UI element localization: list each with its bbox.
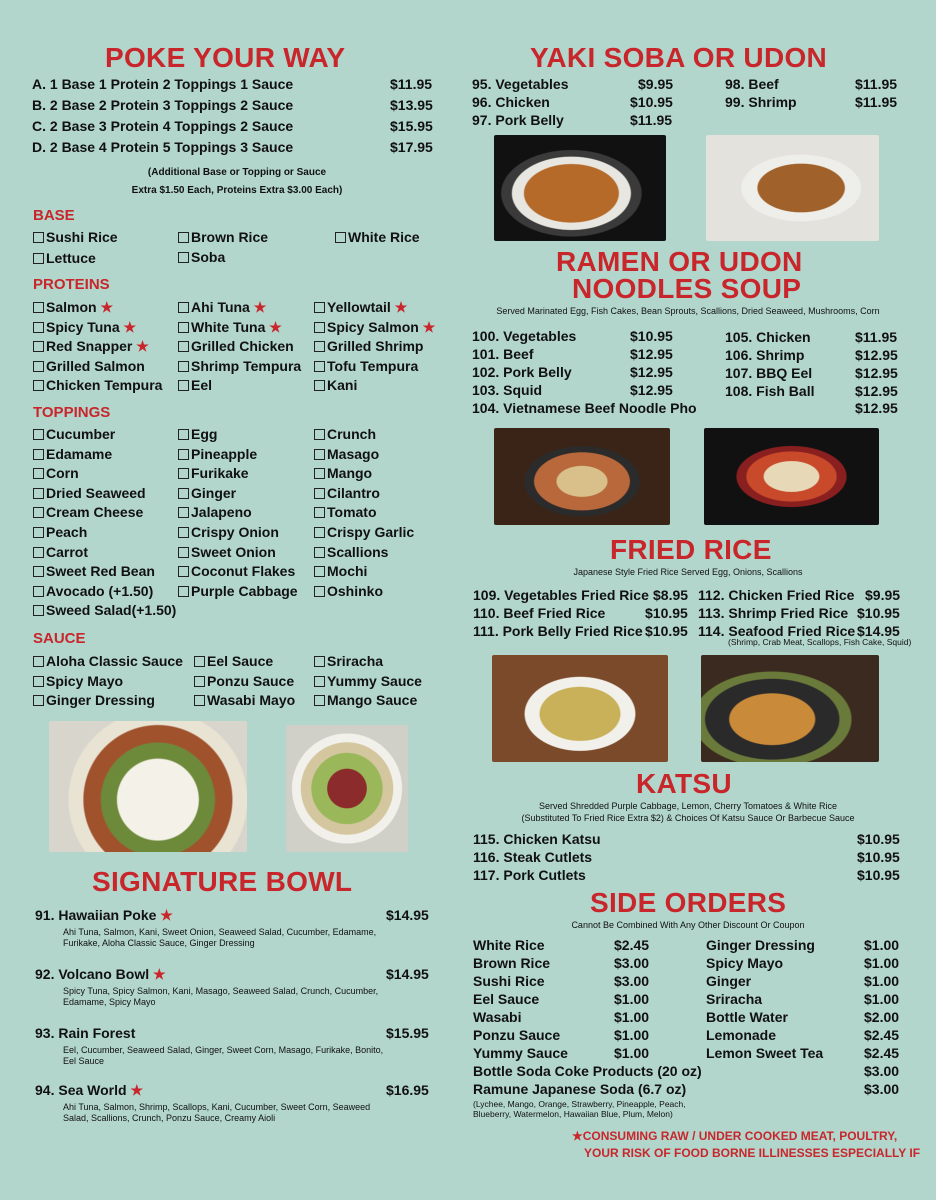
sides-title: SIDE ORDERS bbox=[590, 887, 787, 918]
checkbox-item[interactable]: Coconut Flakes bbox=[178, 563, 295, 579]
checkbox-icon bbox=[314, 468, 325, 479]
checkbox-item[interactable]: Crispy Garlic bbox=[314, 524, 414, 540]
star-icon: ★ bbox=[123, 318, 137, 335]
checkbox-item[interactable]: Scallions bbox=[314, 544, 388, 560]
checkbox-icon bbox=[33, 322, 44, 333]
signature-title: SIGNATURE BOWL bbox=[92, 866, 353, 897]
ramen-note: Served Marinated Egg, Fish Cakes, Bean Sprouts, Scallions, Dried Seaweed, Mushrooms, Corn bbox=[496, 306, 880, 316]
checkbox-icon bbox=[194, 656, 205, 667]
checkbox-item[interactable]: Sushi Rice bbox=[33, 229, 118, 245]
menu-item-price: $12.95 bbox=[630, 364, 673, 380]
checkbox-icon bbox=[33, 695, 44, 706]
checkbox-icon bbox=[33, 341, 44, 352]
checkbox-item[interactable]: Spicy Tuna ★ bbox=[33, 319, 136, 336]
menu-item-price: $2.45 bbox=[864, 1027, 900, 1043]
checkbox-item[interactable]: Red Snapper ★ bbox=[33, 338, 149, 355]
ramen-title-1: RAMEN OR UDON bbox=[556, 246, 803, 277]
poke-option-d bbox=[32, 139, 442, 160]
signature-item-desc: Ahi Tuna, Salmon, Kani, Sweet Onion, Seaweed Salad, Cucumber, Edamame, Furikake, Aloha Classic Sauce, Ginger Dressing bbox=[63, 927, 377, 948]
menu-item-price: $2.45 bbox=[614, 937, 650, 953]
checkbox-item[interactable]: Ahi Tuna ★ bbox=[178, 299, 266, 316]
menu-item-price: $10.95 bbox=[630, 328, 673, 344]
checkbox-item[interactable]: Cucumber bbox=[33, 426, 115, 442]
menu-item-name: Wasabi bbox=[473, 1009, 522, 1025]
checkbox-item[interactable]: Mango Sauce bbox=[314, 692, 417, 708]
checkbox-item[interactable]: Soba bbox=[178, 249, 225, 265]
menu-item-price: $12.95 bbox=[855, 383, 898, 399]
menu-item-price: $2.00 bbox=[864, 1009, 900, 1025]
signature-item-price: $14.95 bbox=[386, 907, 429, 923]
menu-item-name: 113. Shrimp Fried Rice bbox=[698, 605, 849, 621]
menu-item-name: White Rice bbox=[473, 937, 545, 953]
poke-title: POKE YOUR WAY bbox=[105, 42, 346, 73]
checkbox-item[interactable]: Mochi bbox=[314, 563, 367, 579]
checkbox-icon bbox=[178, 468, 189, 479]
menu-item-price: $12.95 bbox=[855, 400, 898, 416]
sides-note: Cannot Be Combined With Any Other Discount Or Coupon bbox=[571, 920, 805, 930]
checkbox-icon bbox=[33, 586, 44, 597]
raw-food-warning-1: ★CONSUMING RAW / UNDER COOKED MEAT, POULTRY, bbox=[572, 1129, 898, 1143]
checkbox-item[interactable]: Tofu Tempura bbox=[314, 358, 418, 374]
checkbox-item[interactable]: Yummy Sauce bbox=[314, 673, 422, 689]
menu-item-price: $10.95 bbox=[630, 94, 673, 110]
menu-item-name: Bottle Water bbox=[706, 1009, 788, 1025]
checkbox-icon bbox=[314, 695, 325, 706]
checkbox-item[interactable]: Edamame bbox=[33, 446, 112, 462]
checkbox-icon bbox=[178, 252, 189, 263]
checkbox-icon bbox=[314, 507, 325, 518]
menu-item-price: $12.95 bbox=[855, 347, 898, 363]
checkbox-item[interactable]: Eel bbox=[178, 377, 212, 393]
ramune-price: $3.00 bbox=[864, 1081, 900, 1097]
checkbox-item[interactable]: Peach bbox=[33, 524, 87, 540]
star-icon: ★ bbox=[136, 338, 149, 355]
menu-item-price: $1.00 bbox=[864, 991, 900, 1007]
poke-option-label: D. 2 Base 4 Protein 5 Toppings 3 Sauce bbox=[32, 139, 294, 155]
checkbox-item[interactable]: Purple Cabbage bbox=[178, 583, 298, 599]
checkbox-item[interactable]: Crunch bbox=[314, 426, 376, 442]
checkbox-icon bbox=[33, 547, 44, 558]
yaki-soba-photo bbox=[494, 135, 666, 241]
signature-item-name: 92. Volcano Bowl ★ bbox=[35, 966, 166, 982]
checkbox-icon bbox=[314, 566, 325, 577]
poke-option-label: A. 1 Base 1 Protein 2 Toppings 1 Sauce bbox=[32, 76, 294, 92]
checkbox-item[interactable]: Sweet Onion bbox=[178, 544, 276, 560]
checkbox-item[interactable]: Mango bbox=[314, 465, 372, 481]
menu-item-name: 114. Seafood Fried Rice bbox=[698, 623, 856, 639]
menu-item-price: $1.00 bbox=[864, 937, 900, 953]
checkbox-icon bbox=[194, 695, 205, 706]
menu-item-price: $1.00 bbox=[864, 973, 900, 989]
checkbox-icon bbox=[178, 586, 189, 597]
checkbox-item[interactable]: Sweed Salad(+1.50) bbox=[33, 602, 176, 618]
menu-item-price: $1.00 bbox=[864, 955, 900, 971]
menu-item-name: 112. Chicken Fried Rice bbox=[698, 587, 855, 603]
checkbox-icon bbox=[33, 676, 44, 687]
checkbox-item[interactable]: Yellowtail ★ bbox=[314, 299, 407, 316]
menu-item-name: Brown Rice bbox=[473, 955, 551, 971]
poke-option-price: $17.95 bbox=[390, 139, 433, 155]
proteins-title: PROTEINS bbox=[33, 276, 110, 293]
fried-rice-photo bbox=[492, 655, 668, 762]
menu-item-price: $12.95 bbox=[630, 346, 673, 362]
fried-rice-title: FRIED RICE bbox=[610, 534, 772, 565]
star-icon: ★ bbox=[253, 299, 267, 315]
checkbox-icon bbox=[314, 656, 325, 667]
katsu-photo bbox=[701, 655, 879, 762]
menu-item-price: $9.95 bbox=[865, 587, 901, 603]
checkbox-item[interactable]: Crispy Onion bbox=[178, 524, 279, 540]
checkbox-item[interactable]: Grilled Chicken bbox=[178, 338, 294, 354]
checkbox-item[interactable]: Grilled Shrimp bbox=[314, 338, 423, 354]
seafood-note: (Shrimp, Crab Meat, Scallops, Fish Cake, Squid) bbox=[728, 637, 912, 647]
checkbox-item[interactable]: Eel Sauce bbox=[194, 653, 273, 669]
checkbox-item[interactable]: Ponzu Sauce bbox=[194, 673, 294, 689]
menu-item-price: $1.00 bbox=[614, 991, 650, 1007]
poke-bowl-photo bbox=[286, 725, 408, 852]
checkbox-icon bbox=[178, 341, 189, 352]
poke-extra-note-1: (Additional Base or Topping or Sauce bbox=[147, 167, 327, 178]
menu-item-price: $1.00 bbox=[614, 1009, 650, 1025]
checkbox-icon bbox=[314, 586, 325, 597]
yaki-title: YAKI SOBA OR UDON bbox=[530, 42, 828, 73]
menu-item-name: Lemon Sweet Tea bbox=[706, 1045, 824, 1061]
checkbox-icon bbox=[314, 322, 325, 333]
checkbox-icon bbox=[33, 361, 44, 372]
star-icon: ★ bbox=[160, 907, 173, 923]
menu-item-name: 103. Squid bbox=[472, 382, 543, 398]
checkbox-item[interactable]: Cilantro bbox=[314, 485, 380, 501]
checkbox-icon bbox=[194, 676, 205, 687]
checkbox-icon bbox=[178, 429, 189, 440]
menu-item-name: 117. Pork Cutlets bbox=[473, 867, 586, 883]
checkbox-icon bbox=[33, 566, 44, 577]
checkbox-icon bbox=[178, 527, 189, 538]
signature-item-name: 93. Rain Forest bbox=[35, 1025, 136, 1041]
udon-soup-photo bbox=[704, 428, 879, 525]
checkbox-item[interactable]: Grilled Salmon bbox=[33, 358, 145, 374]
checkbox-icon bbox=[33, 449, 44, 460]
ramune-flavors-1: (Lychee, Mango, Orange, Strawberry, Pineapple, Peach, bbox=[473, 1099, 686, 1109]
checkbox-icon bbox=[178, 302, 189, 313]
menu-item-price: $3.00 bbox=[614, 955, 650, 971]
checkbox-icon bbox=[178, 566, 189, 577]
menu-item-name: 107. BBQ Eel bbox=[725, 365, 813, 381]
fried-rice-note: Japanese Style Fried Rice Served Egg, Onions, Scallions bbox=[573, 567, 803, 577]
star-icon: ★ bbox=[394, 299, 408, 315]
menu-item-price: $10.95 bbox=[645, 623, 688, 639]
ramune-flavors-2: Blueberry, Watermelon, Hawaiian Blue, Plum, Melon) bbox=[473, 1109, 673, 1119]
checkbox-item[interactable]: Sriracha bbox=[314, 653, 383, 669]
signature-item-desc: Ahi Tuna, Salmon, Shrimp, Scallops, Kani, Cucumber, Sweet Corn, Seaweed Salad, Scallions, Crunch, Ponzu Sauce, Creamy Aioli bbox=[63, 1102, 371, 1123]
menu-item-name: Spicy Mayo bbox=[706, 955, 784, 971]
menu-item-name: 110. Beef Fried Rice bbox=[473, 605, 606, 621]
checkbox-icon bbox=[178, 361, 189, 372]
checkbox-icon bbox=[314, 302, 325, 313]
menu-item-price: $8.95 bbox=[653, 587, 689, 603]
menu-item-price: $10.95 bbox=[857, 849, 900, 865]
checkbox-icon bbox=[33, 527, 44, 538]
menu-item-price: $1.00 bbox=[614, 1045, 650, 1061]
checkbox-icon bbox=[314, 676, 325, 687]
signature-item-price: $16.95 bbox=[386, 1082, 429, 1098]
signature-item-desc: Eel, Cucumber, Seaweed Salad, Ginger, Sweet Corn, Masago, Furikake, Bonito, Eel Sauce bbox=[63, 1045, 384, 1066]
menu-item-name: Ponzu Sauce bbox=[473, 1027, 561, 1043]
checkbox-icon bbox=[314, 449, 325, 460]
checkbox-icon bbox=[33, 253, 44, 264]
menu-item-price: $11.95 bbox=[855, 329, 898, 345]
checkbox-item[interactable]: Aloha Classic Sauce bbox=[33, 653, 183, 669]
checkbox-icon bbox=[314, 380, 325, 391]
menu-item-name: Sriracha bbox=[706, 991, 763, 1007]
checkbox-item[interactable]: Corn bbox=[33, 465, 79, 481]
checkbox-item[interactable]: Dried Seaweed bbox=[33, 485, 146, 501]
star-icon: ★ bbox=[422, 318, 436, 335]
checkbox-icon bbox=[33, 302, 44, 313]
menu-item-name: 104. Vietnamese Beef Noodle Pho bbox=[472, 400, 697, 416]
menu-item-name: 102. Pork Belly bbox=[472, 364, 572, 380]
menu-item-price: $12.95 bbox=[855, 365, 898, 381]
menu-item-price: $10.95 bbox=[857, 831, 900, 847]
checkbox-icon bbox=[178, 488, 189, 499]
poke-option-label: B. 2 Base 2 Protein 3 Toppings 2 Sauce bbox=[32, 97, 294, 113]
menu-item-price: $11.95 bbox=[855, 94, 898, 110]
checkbox-icon bbox=[314, 361, 325, 372]
menu-item-name: Sushi Rice bbox=[473, 973, 545, 989]
menu-item-name: 106. Shrimp bbox=[725, 347, 805, 363]
menu-item-name: 97. Pork Belly bbox=[472, 112, 564, 128]
menu-item-name: Eel Sauce bbox=[473, 991, 540, 1007]
menu-item-name: 105. Chicken bbox=[725, 329, 811, 345]
checkbox-item[interactable]: Oshinko bbox=[314, 583, 383, 599]
soda-price: $3.00 bbox=[864, 1063, 900, 1079]
checkbox-item[interactable]: Avocado (+1.50) bbox=[33, 583, 153, 599]
checkbox-item[interactable]: White Tuna ★ bbox=[178, 319, 282, 336]
checkbox-icon bbox=[33, 232, 44, 243]
checkbox-item[interactable]: Cream Cheese bbox=[33, 504, 143, 520]
checkbox-item[interactable]: Spicy Mayo bbox=[33, 673, 123, 689]
checkbox-icon bbox=[33, 507, 44, 518]
ramen-title-2: NOODLES SOUP bbox=[572, 273, 802, 304]
poke-option-a bbox=[32, 76, 442, 97]
checkbox-item[interactable]: Lettuce bbox=[33, 250, 96, 266]
katsu-title: KATSU bbox=[636, 768, 732, 799]
poke-option-price: $13.95 bbox=[390, 97, 433, 113]
checkbox-icon bbox=[33, 380, 44, 391]
checkbox-icon bbox=[178, 449, 189, 460]
menu-item-price: $11.95 bbox=[855, 76, 898, 92]
star-icon: ★ bbox=[130, 1082, 144, 1098]
checkbox-item[interactable]: Egg bbox=[178, 426, 217, 442]
checkbox-item[interactable]: Carrot bbox=[33, 544, 88, 560]
checkbox-item[interactable]: Ginger Dressing bbox=[33, 692, 155, 708]
menu-item-name: Ginger bbox=[706, 973, 752, 989]
sauce-title: SAUCE bbox=[33, 630, 86, 647]
checkbox-item[interactable]: Spicy Salmon ★ bbox=[314, 319, 435, 336]
checkbox-item[interactable]: Shrimp Tempura bbox=[178, 358, 301, 374]
poke-extra-note-2: Extra $1.50 Each, Proteins Extra $3.00 Each) bbox=[131, 185, 343, 196]
poke-bowl-photo bbox=[49, 721, 247, 852]
checkbox-item[interactable]: Wasabi Mayo bbox=[194, 692, 295, 708]
star-icon: ★ bbox=[269, 318, 282, 335]
signature-item-name: 94. Sea World ★ bbox=[35, 1082, 144, 1098]
poke-option-price: $15.95 bbox=[390, 118, 433, 134]
signature-item-name: 91. Hawaiian Poke ★ bbox=[35, 907, 173, 923]
signature-item-price: $14.95 bbox=[386, 966, 429, 982]
menu-item-price: $1.00 bbox=[614, 1027, 650, 1043]
checkbox-icon bbox=[33, 468, 44, 479]
raw-food-warning-2: YOUR RISK OF FOOD BORNE ILLINESSES ESPECIALLY IF bbox=[584, 1146, 921, 1160]
signature-item-price: $15.95 bbox=[386, 1025, 429, 1041]
menu-item-price: $3.00 bbox=[614, 973, 650, 989]
poke-option-c bbox=[32, 118, 442, 139]
checkbox-item[interactable]: Kani bbox=[314, 377, 357, 393]
menu-item-price: $12.95 bbox=[630, 382, 673, 398]
checkbox-item[interactable]: Tomato bbox=[314, 504, 377, 520]
checkbox-item[interactable]: Salmon ★ bbox=[33, 299, 113, 316]
menu-item-name: 108. Fish Ball bbox=[725, 383, 815, 399]
checkbox-item[interactable]: Brown Rice bbox=[178, 229, 268, 245]
poke-option-price: $11.95 bbox=[390, 76, 433, 92]
soda-item: Bottle Soda Coke Products (20 oz) bbox=[473, 1063, 702, 1079]
checkbox-item[interactable]: Ginger bbox=[178, 485, 236, 501]
checkbox-item[interactable]: Pineapple bbox=[178, 446, 257, 462]
ramen-photo bbox=[494, 428, 670, 525]
checkbox-icon bbox=[178, 380, 189, 391]
menu-item-name: 98. Beef bbox=[725, 76, 779, 92]
menu-item-price: $14.95 bbox=[857, 623, 900, 639]
menu-item-price: $10.95 bbox=[645, 605, 688, 621]
checkbox-icon bbox=[178, 507, 189, 518]
checkbox-icon bbox=[314, 429, 325, 440]
menu-item-name: 95. Vegetables bbox=[472, 76, 569, 92]
checkbox-icon bbox=[33, 429, 44, 440]
signature-item-desc: Spicy Tuna, Spicy Salmon, Kani, Masago, Seaweed Salad, Crunch, Cucumber, Edamame, Spicy Mayo bbox=[63, 986, 379, 1007]
menu-item-price: $11.95 bbox=[630, 112, 673, 128]
menu-item-name: 116. Steak Cutlets bbox=[473, 849, 593, 865]
checkbox-icon bbox=[33, 656, 44, 667]
poke-option-b bbox=[32, 97, 442, 118]
poke-options bbox=[32, 76, 442, 160]
checkbox-item[interactable]: Chicken Tempura bbox=[33, 377, 162, 393]
toppings-title: TOPPINGS bbox=[33, 404, 111, 421]
checkbox-icon bbox=[314, 488, 325, 499]
checkbox-item[interactable]: Furikake bbox=[178, 465, 249, 481]
menu-item-price: $10.95 bbox=[857, 867, 900, 883]
yaki-udon-photo bbox=[706, 135, 879, 241]
checkbox-icon bbox=[178, 232, 189, 243]
checkbox-icon bbox=[314, 547, 325, 558]
checkbox-icon bbox=[178, 322, 189, 333]
checkbox-item[interactable]: Masago bbox=[314, 446, 379, 462]
ramune-item: Ramune Japanese Soda (6.7 oz) bbox=[473, 1081, 687, 1097]
checkbox-icon bbox=[335, 232, 346, 243]
checkbox-item[interactable]: White Rice bbox=[335, 229, 420, 245]
poke-option-label: C. 2 Base 3 Protein 4 Toppings 2 Sauce bbox=[32, 118, 294, 134]
menu-item-name: Yummy Sauce bbox=[473, 1045, 568, 1061]
menu-item-name: 109. Vegetables Fried Rice bbox=[473, 587, 649, 603]
menu-item-name: 111. Pork Belly Fried Rice bbox=[473, 623, 643, 639]
katsu-note-1: Served Shredded Purple Cabbage, Lemon, Cherry Tomatoes & White Rice bbox=[539, 801, 837, 811]
star-icon: ★ bbox=[100, 299, 114, 315]
checkbox-icon bbox=[178, 547, 189, 558]
checkbox-icon bbox=[314, 341, 325, 352]
checkbox-icon bbox=[33, 488, 44, 499]
menu-item-price: $9.95 bbox=[638, 76, 674, 92]
checkbox-icon bbox=[33, 605, 44, 616]
menu-item-name: 115. Chicken Katsu bbox=[473, 831, 601, 847]
menu-item-name: Lemonade bbox=[706, 1027, 777, 1043]
menu-item-name: 99. Shrimp bbox=[725, 94, 797, 110]
menu-item-price: $2.45 bbox=[864, 1045, 900, 1061]
checkbox-item[interactable]: Jalapeno bbox=[178, 504, 252, 520]
star-icon: ★ bbox=[153, 966, 166, 982]
checkbox-item[interactable]: Sweet Red Bean bbox=[33, 563, 155, 579]
menu-item-price: $10.95 bbox=[857, 605, 900, 621]
menu-item-name: 96. Chicken bbox=[472, 94, 550, 110]
menu-item-name: Ginger Dressing bbox=[706, 937, 815, 953]
menu-item-name: 100. Vegetables bbox=[472, 328, 577, 344]
katsu-note-2: (Substituted To Fried Rice Extra $2) & Choices Of Katsu Sauce Or Barbecue Sauce bbox=[521, 813, 855, 823]
menu-item-name: 101. Beef bbox=[472, 346, 534, 362]
base-title: BASE bbox=[33, 207, 75, 224]
checkbox-icon bbox=[314, 527, 325, 538]
